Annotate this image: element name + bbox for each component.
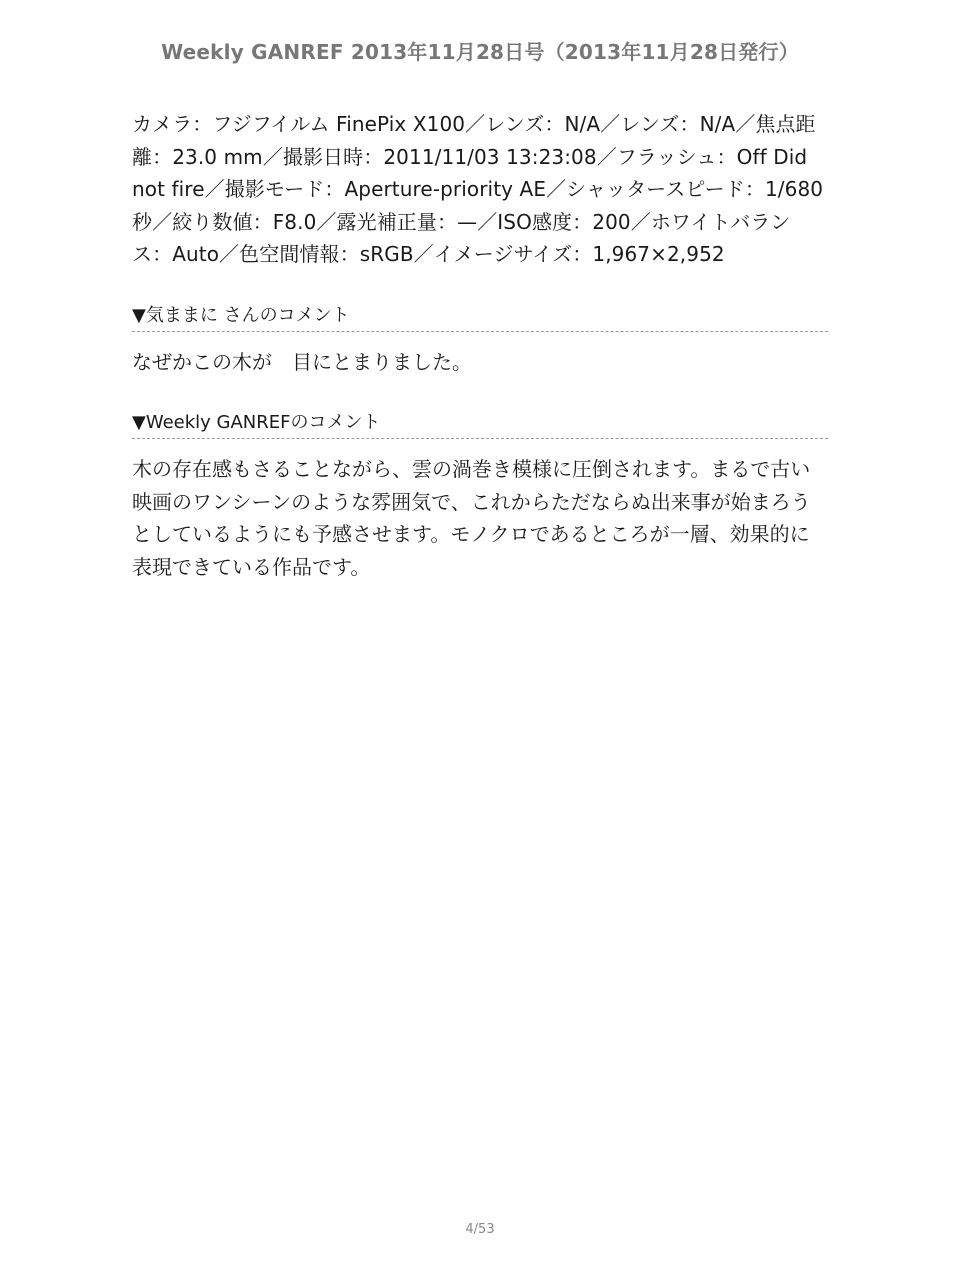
ganref-comment-body: 木の存在感もさることながら、雲の渦巻き模様に圧倒されます。まるで古い映画のワンシーンのような雰囲気で、これからただならぬ出来事が始まろうとしているようにも予感させます。モノクロであるところが一層、効果的に表現できている作品です。	[132, 457, 811, 579]
page-number: 4/53	[465, 1222, 495, 1237]
exif-info: カメラ：フジフイルム FinePix X100／レンズ：N/A／レンズ：N/A／焦点距離：23.0 mm／撮影日時：2011/11/03 13:23:08／フラッシュ：Off Did not fire／撮影モード：Aperture-priority AE／シャッタースピード：1/680秒／絞り数値：F8.0／露光補正量：—／ISO感度：200／ホワイトバランス：Auto／色空間情報：sRGB／イメージサイズ：1,967×2,952	[132, 112, 824, 266]
page-title: Weekly GANREF 2013年11月28日号（2013年11月28日発行）	[161, 40, 799, 64]
user-comment-section	[132, 303, 828, 379]
user-comment-heading: ▼気ままに さんのコメント	[132, 303, 828, 332]
user-comment-body: なぜかこの木が 目にとまりました。	[132, 349, 472, 374]
ganref-comment-section	[132, 410, 828, 583]
ganref-comment-heading: ▼Weekly GANREFのコメント	[132, 410, 828, 439]
article-content	[132, 108, 828, 583]
